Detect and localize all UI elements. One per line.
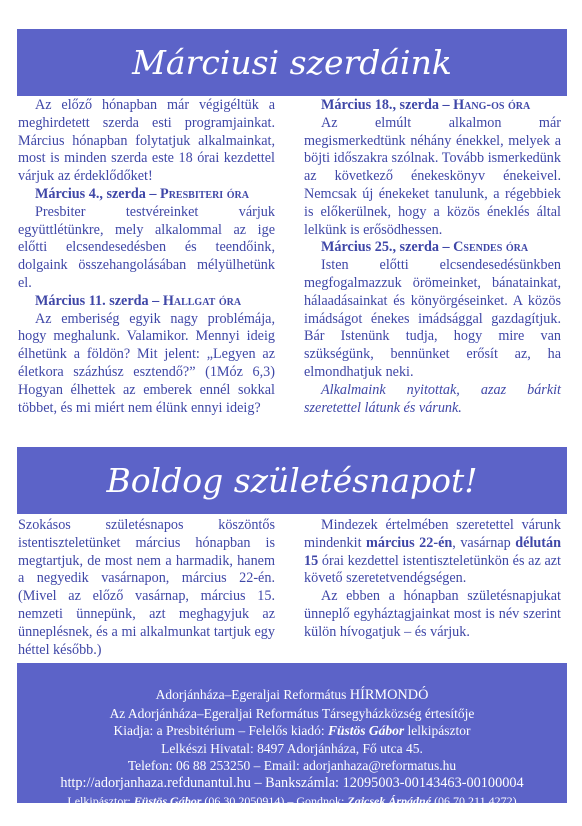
footer-contact: Telefon: 06 88 253250 – Email: adorjanhaza@reformatus.hu (127, 758, 457, 774)
closing-note: Alkalmaink nyitottak, azaz bárkit szeretettel látunk és várunk. (304, 381, 561, 416)
event-heading-hallgat: Március 11. szerda – Hallgat óra (35, 292, 242, 309)
footer-publisher: Kiadja: a Presbitérium – Felelős kiadó: Füstös Gábor lelkipásztor (113, 723, 471, 739)
article-column-right (304, 97, 561, 417)
event-text-hallgat: Az emberiség egyik nagy problémája, hogy meghalunk. Valamikor. Mennyi ideig élhetünk a földön? Mit jelent: „Legyen az életkora százhúsz esztendő?” (1Móz 6,3) Hogyan élhettek az emberek ennél sokkal többet, és mi miért nem élünk ennyi ideig? (18, 310, 275, 416)
article-column-left (18, 97, 275, 417)
footer-subtitle: Az Adorjánháza–Egeraljai Református Társegyházközség értesítője (109, 705, 475, 721)
footer-colophon (17, 663, 567, 808)
footer-office-address: Lelkészi Hivatal: 8497 Adorjánháza, Fő utca 45. (161, 740, 423, 756)
event-heading-presbiteri: Március 4., szerda – Presbiteri óra (35, 185, 249, 202)
intro-paragraph: Az előző hónapban már végigéltük a meghirdetett szerda esti programjainkat. Március hónapban folytatjuk alkalmainkat, most is minden szerda este 18 órai kezdettel várjuk az érdeklődőket! (18, 97, 275, 185)
event-heading-csendes: Március 25., szerda – Csendes óra (321, 239, 529, 256)
event-text-hangos: Az elmúlt alkalmon már megismerkedtünk néhány énekkel, melyek a böjti időszakra szólnak. Tovább ismerkedünk az következő énekeskönyv énekeivel. Nemcsak új énekeket tanulunk, a régebbiek is előkerülnek, hogy a közös éneklés által lelkünk is erősödhessen. (304, 114, 561, 238)
birthday-column-left (18, 517, 275, 659)
footer-web-bank: http://adorjanhaza.refdunantul.hu – Bankszámla: 12095003-00143463-00100004 (60, 774, 524, 791)
event-text-presbiteri: Presbiter testvéreinket várjuk együttlétünkre, mely alkalommal az ige előtti elcsendesedésben és teendőink, dolgaink összehangolásában mélyülhetünk el. (18, 203, 275, 291)
birthday-paragraph-3: Az ebben a hónapban születésnapjukat ünneplő egyháztagjainkat most is név szerint külön hívogatjuk – és várjuk. (304, 588, 561, 640)
event-text-csendes: Isten előtti elcsendesedésünkben megfogalmazzuk örömeinket, bánatainkat, hálaadásainkat és könyörgéseinket. A közös imádságot énekes imádsággal gazdagítjuk. Bár Istenünk tudja, hogy mire van szükségünk, bennünket erősít az, ha elmondhatjuk neki. (304, 257, 561, 380)
footer-publication-name: Adorjánháza–Egeraljai Református HÍRMONDÓ (155, 687, 429, 703)
birthday-column-right (304, 517, 561, 642)
birthday-paragraph-1: Szokásos születésnapos köszöntős istentiszteletünket március hónapban is megtartjuk, de most nem a harmadik, hanem a negyedik vasárnapon, március 22-én. (Mivel az előző vasárnap, március 15. nemzeti ünnepünk, azt meghagyjuk az ünneplésnek, és a mi alkalmunkat tartjuk egy héttel később.) (18, 517, 275, 658)
section-title-march-wednesdays: Márciusi szerdáink (17, 29, 567, 96)
footer-pastor-warden: Lelkipásztor: Füstös Gábor (06 30 2050914) – Gondnok: Zajcsek Árpádné (06 70 211 4272) (67, 793, 517, 808)
birthday-paragraph-2: Mindezek értelmében szeretettel várunk mindenkit március 22-én, vasárnap délután 15 órai kezdettel istentiszteletünkön és az azt követő szeretetvendégségen. (304, 517, 561, 587)
section-title-birthday: Boldog születésnapot! (17, 447, 567, 514)
event-heading-hangos: Március 18., szerda – Hang-os óra (321, 97, 531, 113)
